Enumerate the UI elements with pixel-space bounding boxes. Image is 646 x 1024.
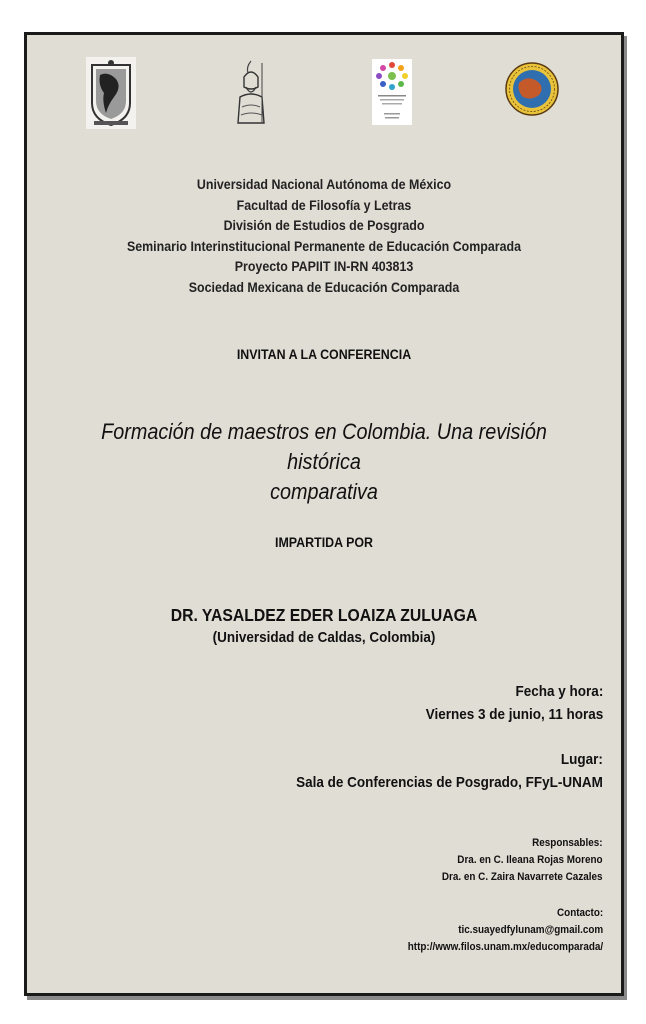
place-block bbox=[296, 749, 603, 794]
speaker-name: DR. YASALDEZ EDER LOAIZA ZULUAGA bbox=[170, 605, 478, 625]
conference-title-line: comparativa bbox=[270, 479, 378, 504]
responsables-label: Responsables: bbox=[532, 837, 603, 849]
responsables-block bbox=[442, 835, 603, 886]
speaker-affiliation: (Universidad de Caldas, Colombia) bbox=[212, 629, 436, 646]
unam-seal-icon bbox=[86, 57, 136, 129]
date-label: Fecha y hora: bbox=[515, 683, 603, 700]
institution-line: Proyecto PAPIIT IN-RN 403813 bbox=[234, 259, 414, 275]
sipec-logo-icon bbox=[372, 59, 412, 125]
somec-seal-icon bbox=[505, 59, 559, 119]
poster-frame bbox=[24, 32, 624, 996]
date-block bbox=[425, 681, 603, 726]
contact-block bbox=[408, 905, 603, 956]
responsable-name: Dra. en C. Zaira Navarrete Cazales bbox=[442, 871, 603, 883]
contact-label: Contacto: bbox=[556, 907, 603, 919]
ffyl-athena-icon bbox=[232, 57, 270, 129]
place-value: Sala de Conferencias de Posgrado, FFyL-UNAM bbox=[296, 773, 603, 791]
speaker-block bbox=[57, 603, 592, 649]
institution-line: Universidad Nacional Autónoma de México bbox=[196, 177, 452, 192]
conference-title bbox=[66, 417, 583, 507]
institution-line: Facultad de Filosofía y Letras bbox=[236, 197, 412, 213]
institution-line: Seminario Interinstitucional Permanente de Educación Comparada bbox=[126, 238, 522, 254]
place-label: Lugar: bbox=[560, 751, 603, 768]
conference-title-line: Formación de maestros en Colombia. Una revisión histórica bbox=[101, 419, 547, 474]
contact-url[interactable]: http://www.filos.unam.mx/educomparada/ bbox=[407, 941, 603, 953]
institution-line: División de Estudios de Posgrado bbox=[223, 218, 425, 234]
invite-heading: INVITAN A LA CONFERENCIA bbox=[236, 347, 412, 362]
institution-line: Sociedad Mexicana de Educación Comparada bbox=[188, 279, 460, 295]
responsable-name: Dra. en C. Ileana Rojas Moreno bbox=[457, 854, 603, 866]
logo-row bbox=[27, 57, 621, 137]
imparted-by-heading: IMPARTIDA POR bbox=[275, 535, 373, 550]
date-value: Viernes 3 de junio, 11 horas bbox=[425, 705, 603, 723]
institutions-block bbox=[51, 175, 597, 299]
contact-email[interactable]: tic.suayedfylunam@gmail.com bbox=[458, 924, 603, 936]
